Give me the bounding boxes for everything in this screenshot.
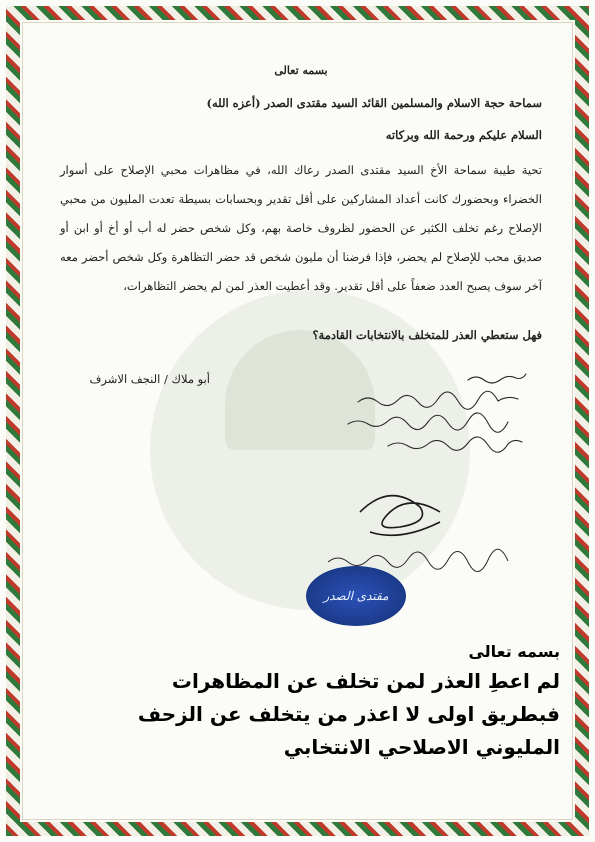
seal-text: مقتدى الصدر [323,589,389,603]
transcription-line: بسمه تعالى [468,642,560,661]
transcription-line: المليوني الاصلاحي الانتخابي [283,735,560,759]
letter-salutation: بسمه تعالى [274,64,328,77]
letter-recipient: سماحة حجة الاسلام والمسلمين القائد السيد مقتدى الصدر (أعزه الله) [206,96,542,110]
handwritten-signature [340,472,460,552]
handwritten-reply [318,372,548,462]
transcription-line: فبطريق اولى لا اعذر من يتخلف عن الزحف [137,702,560,726]
letter-body: تحية طيبة سماحة الأخ السيد مقتدى الصدر رعاك الله، في مظاهرات محبي الإصلاح على أسوار الخضراء وبحضورك كانت أعداد المشاركين على أقل تقدير وبحسابات بسيطة تعدت المليون من محبي الإصلاح رغم تخلف الكثير عن الحضور لظروف خاصة بهم، وكل شخص حضر له أب أو أخ أو ابن أو صديق محب للإصلاح لم يحضر، فإذا فرضنا أن مليون شخص قد حضر التظاهرة وكل شخص أحضر معه آخر سوف يصبح العدد ضعفاً على أقل تقدير. وقد أعطيت العذر لمن لم يحضر التظاهرات، [60,163,542,293]
author-signoff: أبو ملاك / النجف الاشرف [89,372,210,386]
transcription-line: لم اعطِ العذر لمن تخلف عن المظاهرات [171,669,560,693]
blue-seal-stamp [306,566,406,626]
letter-question: فهل ستعطي العذر للمتخلف بالانتخابات القادمة؟ [312,328,542,342]
letter-greeting: السلام عليكم ورحمة الله وبركاته [385,128,542,142]
